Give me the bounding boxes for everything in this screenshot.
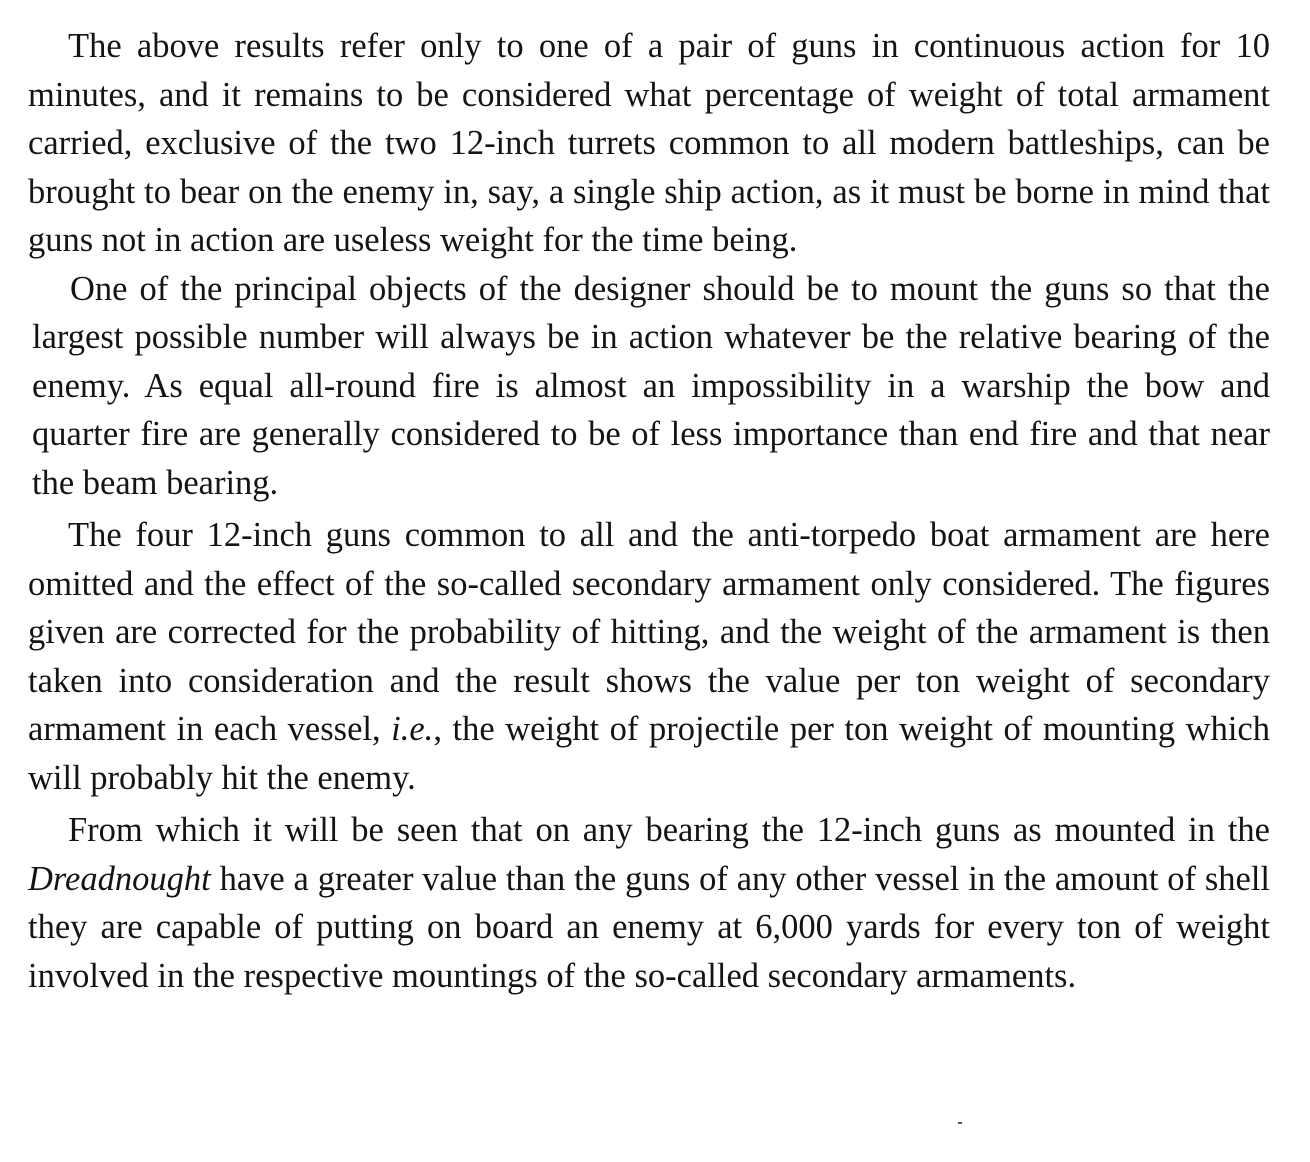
paragraph-3-italic-ie: i.e. — [391, 710, 434, 748]
document-page — [28, 22, 1270, 1000]
paragraph-3-text-end: , the weight of projectile per ton weight of mounting which will probably hit the enemy. — [28, 710, 1270, 797]
paragraph-4 — [28, 806, 1270, 1000]
paragraph-3 — [28, 511, 1270, 802]
paragraph-2: One of the principal objects of the designer should be to mount the guns so that the largest possible number will always be in action whatever be the relative bearing of the enemy. As equal all-round fire is almost an impossibility in a warship the bow and quarter fire are generally considered to be of less importance than end fire and that near the beam bearing. — [32, 269, 1270, 502]
paragraph-4-text-end: have a greater value than the guns of any other vessel in the amount of shell they are capable of putting on board an enemy at 6,000 yards for every ton of weight involved in the respective mountings of the so-called secondary armaments. — [28, 859, 1270, 995]
paragraph-3-text-start: The four 12-inch guns common to all and the anti-torpedo boat armament are here omitted and the effect of the so-called secondary armament only considered. The figures given are corrected for the probability of hitting, and the weight of the armament is then taken into consideration and the result shows the value per ton weight of secondary armament in each vessel, — [28, 516, 1270, 748]
scan-speck — [958, 1122, 962, 1124]
paragraph-1: The above results refer only to one of a pair of guns in continuous action for 10 minutes, and it remains to be considered what percentage of weight of total armament carried, exclusive of the two 12-inch turrets common to all modern battleships, can be brought to bear on the enemy in, say, a single ship action, as it must be borne in mind that guns not in action are useless weight for the time being. — [28, 27, 1270, 259]
paragraph-4-text-start: From which it will be seen that on any bearing the 12-inch guns as mounted in the — [68, 811, 1270, 849]
paragraph-4-italic-ship-name: Dreadnought — [28, 859, 211, 898]
